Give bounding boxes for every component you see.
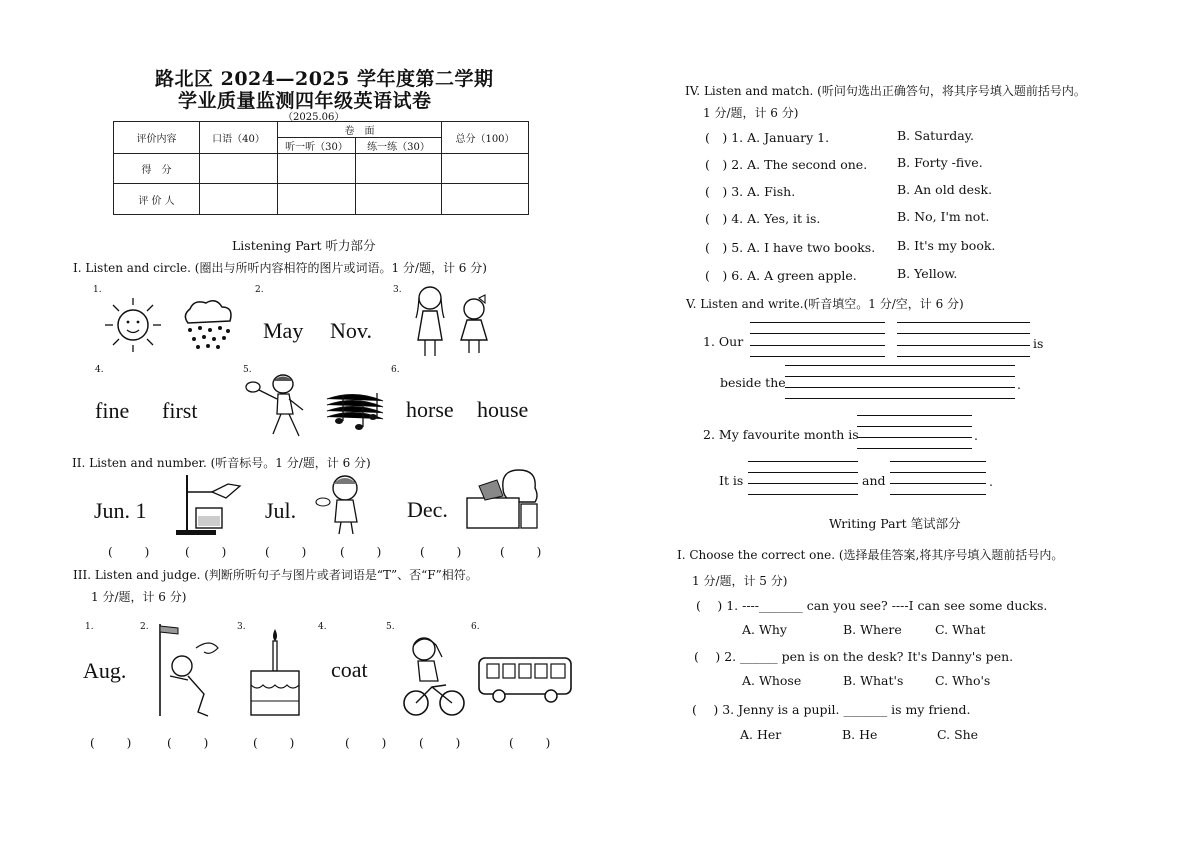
s5-blank-2-line4[interactable] bbox=[897, 356, 1030, 357]
writing1-heading-2: 1 分/题，计 5 分) bbox=[692, 574, 788, 588]
s4-option-b-2: B. Forty -five. bbox=[897, 155, 983, 170]
writing1-heading: I. Choose the correct one. (选择最佳答案,将其序号填入题前括号内。 bbox=[677, 548, 1064, 562]
score-table-evaluator-label: 评 价 人 bbox=[114, 184, 200, 215]
s3-number-1: 1. bbox=[85, 622, 94, 632]
badminton-player-icon[interactable] bbox=[243, 372, 318, 442]
s1-number-4: 4. bbox=[95, 365, 104, 375]
boy-cold-icon[interactable] bbox=[315, 472, 375, 537]
evaluator-cell-total[interactable] bbox=[442, 184, 529, 215]
s5-blank-4-line4[interactable] bbox=[857, 448, 972, 449]
section4-heading: IV. Listen and match. (听问句选出正确答句，将其序号填入题前括号内。 bbox=[685, 84, 1086, 98]
s5-blank-3-line1[interactable] bbox=[785, 365, 1015, 366]
evaluator-cell-oral[interactable] bbox=[200, 184, 278, 215]
w1-q1-option-a[interactable]: A. Why bbox=[742, 622, 787, 637]
s5-blank-3-line3[interactable] bbox=[785, 387, 1015, 388]
s5-blank-5-line3[interactable] bbox=[748, 483, 858, 484]
exam-date: （2025.06） bbox=[283, 112, 345, 123]
s2-paren-6[interactable]: ( ) bbox=[500, 545, 552, 559]
evaluator-cell-listen[interactable] bbox=[278, 184, 356, 215]
rain-cloud-icon[interactable] bbox=[178, 295, 238, 355]
section1-heading: I. Listen and circle. (圈出与所听内容相符的图片或词语。1 分/题，计 6 分) bbox=[73, 261, 487, 275]
s5-blank-6-line3[interactable] bbox=[890, 483, 986, 484]
w1-q2-option-c[interactable]: C. Who's bbox=[935, 673, 991, 688]
word-fine[interactable]: fine bbox=[95, 398, 130, 423]
s3-paren-3[interactable]: ( ) bbox=[253, 736, 305, 750]
birthday-cake-icon[interactable] bbox=[245, 625, 305, 720]
section2-heading: II. Listen and number. (听音标号。1 分/题，计 6 分) bbox=[72, 456, 371, 470]
s5-sentence2-start: 2. My favourite month is bbox=[703, 427, 859, 442]
word-horse[interactable]: horse bbox=[406, 397, 454, 422]
s5-blank-6-line2[interactable] bbox=[890, 472, 986, 473]
s5-blank-2-line1[interactable] bbox=[897, 322, 1030, 323]
s1-number-5: 5. bbox=[243, 365, 252, 375]
sun-icon[interactable] bbox=[100, 295, 170, 355]
w1-q1-option-b[interactable]: B. Where bbox=[843, 622, 902, 637]
word-house[interactable]: house bbox=[477, 397, 529, 422]
score-cell-oral[interactable] bbox=[200, 154, 278, 184]
s4-question-5[interactable]: ( ) 5. A. I have two books. bbox=[705, 240, 876, 255]
s5-blank-4-line3[interactable] bbox=[857, 437, 972, 438]
s4-option-b-1: B. Saturday. bbox=[897, 128, 975, 143]
exam-title-line2: 学业质量监测四年级英语试卷 bbox=[178, 90, 432, 112]
s2-paren-3[interactable]: ( ) bbox=[265, 545, 317, 559]
s5-blank-5-line2[interactable] bbox=[748, 472, 858, 473]
s3-number-4: 4. bbox=[318, 622, 327, 632]
s4-option-b-4: B. No, I'm not. bbox=[897, 209, 990, 224]
s2-paren-4[interactable]: ( ) bbox=[340, 545, 392, 559]
s5-sentence1-beside: beside the bbox=[720, 375, 786, 390]
windy-man-icon[interactable] bbox=[148, 620, 228, 720]
exam-title-line1: 路北区 2024—2025 学年度第二学期 bbox=[155, 68, 494, 90]
s4-option-b-3: B. An old desk. bbox=[897, 182, 993, 197]
s1-number-6: 6. bbox=[391, 365, 400, 375]
s4-option-b-6: B. Yellow. bbox=[897, 266, 958, 281]
s3-paren-6[interactable]: ( ) bbox=[509, 736, 561, 750]
w1-q3-option-c[interactable]: C. She bbox=[937, 727, 979, 742]
s1-number-1: 1. bbox=[93, 285, 102, 295]
word-first[interactable]: first bbox=[162, 398, 198, 423]
s4-question-4[interactable]: ( ) 4. A. Yes, it is. bbox=[705, 211, 821, 226]
s5-sentence1-start: 1. Our bbox=[703, 334, 744, 349]
score-table-oral-header: 口语（40） bbox=[200, 122, 278, 154]
s5-sentence1-is: is bbox=[1033, 336, 1044, 351]
section4-heading-2: 1 分/题，计 6 分) bbox=[703, 106, 799, 120]
section3-heading-2: 1 分/题，计 6 分) bbox=[91, 590, 187, 604]
listening-part-title: Listening Part 听力部分 bbox=[232, 238, 376, 253]
s3-number-6: 6. bbox=[471, 622, 480, 632]
s2-paren-2[interactable]: ( ) bbox=[185, 545, 237, 559]
lab-equipment-icon[interactable] bbox=[172, 470, 252, 538]
w1-q2-option-a[interactable]: A. Whose bbox=[742, 673, 802, 688]
score-table bbox=[113, 121, 529, 215]
score-cell-listen[interactable] bbox=[278, 154, 356, 184]
word-may[interactable]: May bbox=[263, 318, 304, 343]
s5-sentence2-and: and bbox=[862, 473, 886, 488]
word-jul[interactable]: Jul. bbox=[265, 498, 297, 523]
s3-paren-4[interactable]: ( ) bbox=[345, 736, 397, 750]
s5-blank-5-line4[interactable] bbox=[748, 494, 858, 495]
s4-question-1[interactable]: ( ) 1. A. January 1. bbox=[705, 130, 830, 145]
evaluator-cell-practice[interactable] bbox=[356, 184, 442, 215]
s5-blank-1-line3[interactable] bbox=[750, 345, 885, 346]
score-table-eval-header: 评价内容 bbox=[114, 122, 200, 154]
s5-sentence2-period2: . bbox=[989, 474, 993, 489]
small-girl-icon[interactable] bbox=[455, 295, 493, 357]
score-cell-practice[interactable] bbox=[356, 154, 442, 184]
s1-number-2: 2. bbox=[255, 285, 264, 295]
s5-blank-4-line1[interactable] bbox=[857, 415, 972, 416]
word-coat[interactable]: coat bbox=[331, 657, 368, 682]
s2-paren-1[interactable]: ( ) bbox=[108, 545, 160, 559]
w1-question-3[interactable]: ( ) 3. Jenny is a pupil. _______ is my friend. bbox=[692, 702, 971, 717]
s5-blank-4-line2[interactable] bbox=[857, 426, 972, 427]
score-cell-total[interactable] bbox=[442, 154, 529, 184]
word-nov[interactable]: Nov. bbox=[330, 318, 372, 343]
s4-question-3[interactable]: ( ) 3. A. Fish. bbox=[705, 184, 796, 199]
s5-blank-2-line2[interactable] bbox=[897, 333, 1030, 334]
s2-paren-5[interactable]: ( ) bbox=[420, 545, 472, 559]
s5-sentence2-period: . bbox=[974, 428, 978, 443]
s5-blank-1-line1[interactable] bbox=[750, 322, 885, 323]
word-jun[interactable]: Jun. 1 bbox=[94, 498, 147, 523]
s4-question-2[interactable]: ( ) 2. A. The second one. bbox=[705, 157, 868, 172]
section5-heading: V. Listen and write.(听音填空。1 分/空，计 6 分) bbox=[686, 297, 964, 311]
score-table-paper-header: 卷 面 bbox=[278, 122, 442, 138]
s3-number-3: 3. bbox=[237, 622, 246, 632]
score-table-listen-header: 听一听（30） bbox=[278, 138, 356, 154]
s4-question-6[interactable]: ( ) 6. A. A green apple. bbox=[705, 268, 857, 283]
girl-bicycle-icon[interactable] bbox=[402, 635, 467, 720]
s3-paren-1[interactable]: ( ) bbox=[90, 736, 142, 750]
w1-q3-option-b[interactable]: B. He bbox=[842, 727, 878, 742]
s3-number-5: 5. bbox=[386, 622, 395, 632]
word-aug[interactable]: Aug. bbox=[83, 658, 127, 683]
w1-q3-option-a[interactable]: A. Her bbox=[740, 727, 782, 742]
s5-blank-6-line4[interactable] bbox=[890, 494, 986, 495]
bus-icon[interactable] bbox=[475, 654, 575, 704]
s5-sentence2-it-is: It is bbox=[719, 473, 744, 488]
s5-blank-1-line2[interactable] bbox=[750, 333, 885, 334]
w1-question-1[interactable]: ( ) 1. ----_______ can you see? ----I can see some ducks. bbox=[696, 598, 1048, 613]
music-notes-icon[interactable] bbox=[325, 387, 385, 437]
score-table-total-header: 总分（100） bbox=[442, 122, 529, 154]
w1-q2-option-b[interactable]: B. What's bbox=[843, 673, 904, 688]
s3-paren-5[interactable]: ( ) bbox=[419, 736, 471, 750]
s3-paren-2[interactable]: ( ) bbox=[167, 736, 219, 750]
computer-desk-icon[interactable] bbox=[463, 466, 543, 534]
s5-blank-1-line4[interactable] bbox=[750, 356, 885, 357]
tall-girl-icon[interactable] bbox=[410, 284, 450, 359]
s1-number-3: 3. bbox=[393, 285, 402, 295]
w1-question-2[interactable]: ( ) 2. ______ pen is on the desk? It's Danny's pen. bbox=[694, 649, 1014, 664]
s5-blank-2-line3[interactable] bbox=[897, 345, 1030, 346]
score-table-practice-header: 练一练（30） bbox=[356, 138, 442, 154]
section3-heading: III. Listen and judge. (判断所听句子与图片或者词语是“T”、否“F”相符。 bbox=[73, 568, 478, 582]
s5-sentence1-period: . bbox=[1017, 377, 1021, 392]
s5-blank-5-line1[interactable] bbox=[748, 461, 858, 462]
s5-blank-3-line4[interactable] bbox=[785, 398, 1015, 399]
w1-q1-option-c[interactable]: C. What bbox=[935, 622, 986, 637]
word-dec[interactable]: Dec. bbox=[407, 497, 448, 522]
s4-option-b-5: B. It's my book. bbox=[897, 238, 996, 253]
s5-blank-6-line1[interactable] bbox=[890, 461, 986, 462]
score-table-score-label: 得 分 bbox=[114, 154, 200, 184]
s5-blank-3-line2[interactable] bbox=[785, 376, 1015, 377]
s3-number-2: 2. bbox=[140, 622, 149, 632]
writing-part-title: Writing Part 笔试部分 bbox=[829, 516, 961, 531]
